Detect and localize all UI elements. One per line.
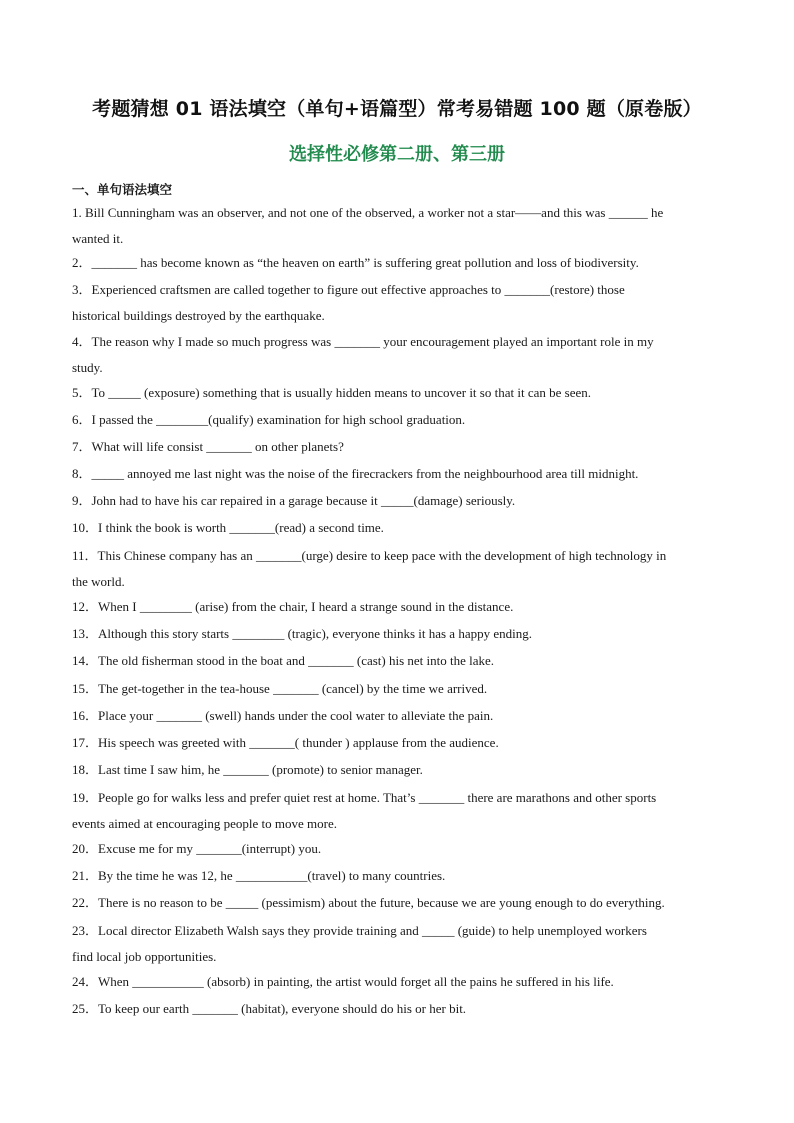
question-line: study. <box>72 359 103 375</box>
question-line: 14．The old fisherman stood in the boat and _______ (cast) his net into the lake. <box>72 653 495 668</box>
question-line: events aimed at encouraging people to move more. <box>72 815 337 831</box>
question-line: 5．To _____ (exposure) something that is usually hidden means to uncover it so that it can be seen. <box>72 385 591 400</box>
question-item <box>72 918 722 969</box>
question-item <box>72 380 722 406</box>
question-item <box>72 648 722 674</box>
question-line: 20．Excuse me for my _______(interrupt) you. <box>72 841 322 856</box>
question-item <box>72 250 722 276</box>
question-item <box>72 200 722 251</box>
question-line: 12．When I ________ (arise) from the chair, I heard a strange sound in the distance. <box>72 599 514 614</box>
question-line: the world. <box>72 573 125 589</box>
question-line: 4．The reason why I made so much progress was _______ your encouragement played an important role in my <box>72 334 654 349</box>
question-item <box>72 836 722 862</box>
question-item <box>72 515 722 541</box>
question-line: 9．John had to have his car repaired in a garage because it _____(damage) seriously. <box>72 493 516 508</box>
question-line: 18．Last time I saw him, he _______ (promote) to senior manager. <box>72 762 423 777</box>
question-item <box>72 730 722 756</box>
question-item <box>72 488 722 514</box>
question-item <box>72 703 722 729</box>
question-line: 16．Place your _______ (swell) hands under the cool water to alleviate the pain. <box>72 708 494 723</box>
question-line: find local job opportunities. <box>72 948 217 964</box>
question-line: 13．Although this story starts ________ (tragic), everyone thinks it has a happy ending. <box>72 626 532 641</box>
question-line: 3．Experienced craftsmen are called together to figure out effective approaches to _______(restore) those <box>72 282 625 297</box>
page-subtitle: 选择性必修第二册、第三册 <box>289 144 505 165</box>
question-item <box>72 969 722 995</box>
question-item <box>72 277 722 328</box>
question-item <box>72 757 722 783</box>
question-line: 19．People go for walks less and prefer quiet rest at home. That’s _______ there are marathons and other sports <box>72 790 657 805</box>
question-item <box>72 461 722 487</box>
question-item <box>72 329 722 380</box>
question-line: 17．His speech was greeted with _______( thunder ) applause from the audience. <box>72 735 499 750</box>
question-item <box>72 407 722 433</box>
question-item <box>72 434 722 460</box>
question-line: 23．Local director Elizabeth Walsh says they provide training and _____ (guide) to help unemployed workers <box>72 923 647 938</box>
question-line: 8．_____ annoyed me last night was the noise of the firecrackers from the neighbourhood area till midnight. <box>72 466 639 481</box>
question-line: 2．_______ has become known as “the heaven on earth” is suffering great pollution and loss of biodiversity. <box>72 255 639 270</box>
question-line: 24．When ___________ (absorb) in painting, the artist would forget all the pains he suffered in his life. <box>72 974 614 989</box>
question-item <box>72 594 722 620</box>
question-item <box>72 676 722 702</box>
question-item <box>72 996 722 1022</box>
question-line: 11．This Chinese company has an _______(urge) desire to keep pace with the development of high technology in <box>72 548 667 563</box>
question-line: 6．I passed the ________(qualify) examination for high school graduation. <box>72 412 466 427</box>
section-heading: 一、单句语法填空 <box>72 182 173 197</box>
question-item <box>72 785 722 836</box>
question-line: 1. Bill Cunningham was an observer, and not one of the observed, a worker not a star——and this was ______ he <box>72 205 664 220</box>
question-line: 21．By the time he was 12, he ___________(travel) to many countries. <box>72 868 446 883</box>
page-title: 考题猜想 01 语法填空（单句+语篇型）常考易错题 100 题（原卷版） <box>92 98 702 120</box>
question-line: 15．The get-together in the tea-house _______ (cancel) by the time we arrived. <box>72 681 488 696</box>
question-item <box>72 543 722 594</box>
question-line: 22．There is no reason to be _____ (pessimism) about the future, because we are young enough to do everything. <box>72 895 665 910</box>
question-line: 7．What will life consist _______ on other planets? <box>72 439 344 454</box>
question-item <box>72 863 722 889</box>
question-line: 10．I think the book is worth _______(read) a second time. <box>72 520 384 535</box>
question-item <box>72 621 722 647</box>
question-line: 25．To keep our earth _______ (habitat), everyone should do his or her bit. <box>72 1001 467 1016</box>
question-line: wanted it. <box>72 230 124 246</box>
question-item <box>72 890 722 916</box>
question-line: historical buildings destroyed by the earthquake. <box>72 307 325 323</box>
